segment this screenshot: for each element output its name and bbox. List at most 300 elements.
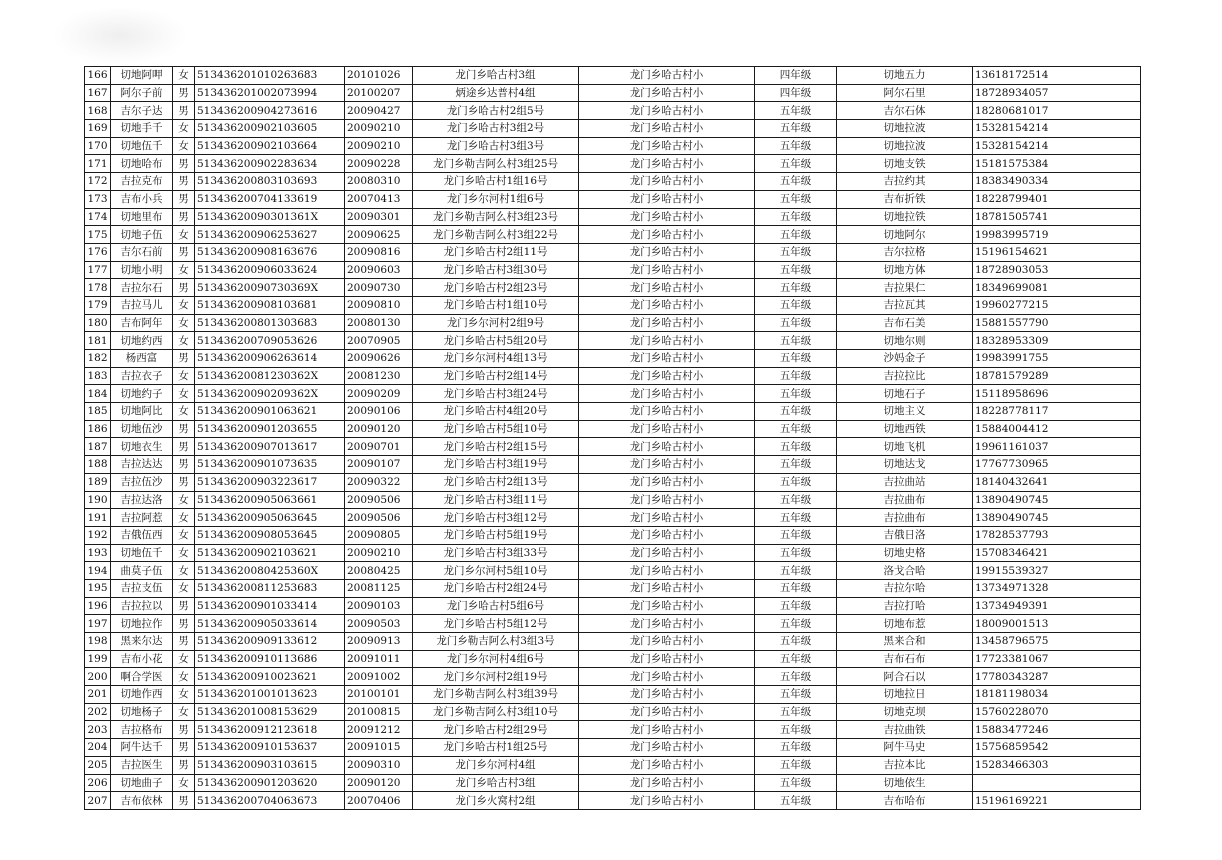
school-cell: 龙门乡哈古村小: [579, 686, 755, 704]
address-cell: 龙门乡哈古村1组10号: [413, 296, 579, 314]
guardian-name-cell: 切地拉铁: [837, 208, 973, 226]
table-row: [85, 774, 1141, 792]
row-number-cell: 197: [85, 615, 111, 633]
phone-number-cell: 18280681017: [973, 102, 1141, 120]
grade-cell: 五年级: [755, 403, 837, 421]
school-cell: 龙门乡哈古村小: [579, 792, 755, 810]
address-cell: 龙门乡勒吉阿么村3组10号: [413, 703, 579, 721]
school-cell: 龙门乡哈古村小: [579, 526, 755, 544]
id-number-cell: 513436201010263683: [195, 67, 345, 85]
table-row: [85, 208, 1141, 226]
student-name-cell: 吉拉阿惹: [111, 509, 173, 527]
guardian-name-cell: 切地依生: [837, 774, 973, 792]
birth-date-cell: 20100207: [345, 84, 413, 102]
birth-date-cell: 20070413: [345, 190, 413, 208]
row-number-cell: 175: [85, 226, 111, 244]
phone-number-cell: 15196169221: [973, 792, 1141, 810]
row-number-cell: 179: [85, 296, 111, 314]
school-cell: 龙门乡哈古村小: [579, 226, 755, 244]
row-number-cell: 193: [85, 544, 111, 562]
grade-cell: 五年级: [755, 367, 837, 385]
phone-number-cell: 17828537793: [973, 526, 1141, 544]
guardian-name-cell: 吉拉曲站: [837, 473, 973, 491]
table-row: [85, 792, 1141, 810]
address-cell: 龙门乡尔河村5组10号: [413, 562, 579, 580]
birth-date-cell: 20090503: [345, 615, 413, 633]
row-number-cell: 173: [85, 190, 111, 208]
student-name-cell: 切地伍沙: [111, 420, 173, 438]
row-number-cell: 207: [85, 792, 111, 810]
id-number-cell: 513436200801303683: [195, 314, 345, 332]
birth-date-cell: 20091002: [345, 668, 413, 686]
student-name-cell: 吉拉达达: [111, 456, 173, 474]
id-number-cell: 513436200912123618: [195, 721, 345, 739]
grade-cell: 五年级: [755, 668, 837, 686]
gender-cell: 女: [173, 226, 195, 244]
phone-number-cell: 15708346421: [973, 544, 1141, 562]
school-cell: 龙门乡哈古村小: [579, 403, 755, 421]
student-roster-table: [84, 66, 1141, 810]
row-number-cell: 200: [85, 668, 111, 686]
phone-number-cell: 15328154214: [973, 137, 1141, 155]
school-cell: 龙门乡哈古村小: [579, 120, 755, 138]
grade-cell: 五年级: [755, 279, 837, 297]
student-name-cell: 切地杨子: [111, 703, 173, 721]
birth-date-cell: 20090625: [345, 226, 413, 244]
school-cell: 龙门乡哈古村小: [579, 420, 755, 438]
id-number-cell: 513436200905033614: [195, 615, 345, 633]
gender-cell: 男: [173, 438, 195, 456]
table-row: [85, 155, 1141, 173]
id-number-cell: 513436200906263614: [195, 350, 345, 368]
id-number-cell: 513436200909133612: [195, 633, 345, 651]
phone-number-cell: 18181198034: [973, 686, 1141, 704]
table-row: [85, 438, 1141, 456]
row-number-cell: 192: [85, 526, 111, 544]
birth-date-cell: 20070406: [345, 792, 413, 810]
address-cell: 龙门乡哈古村3组19号: [413, 456, 579, 474]
gender-cell: 女: [173, 703, 195, 721]
id-number-cell: 513436200905063661: [195, 491, 345, 509]
student-name-cell: 吉拉格布: [111, 721, 173, 739]
school-cell: 龙门乡哈古村小: [579, 155, 755, 173]
gender-cell: 女: [173, 403, 195, 421]
address-cell: 龙门乡尔河村4组6号: [413, 650, 579, 668]
birth-date-cell: 20090107: [345, 456, 413, 474]
table-row: [85, 491, 1141, 509]
student-name-cell: 切地曲子: [111, 774, 173, 792]
birth-date-cell: 20090210: [345, 137, 413, 155]
phone-number-cell: 18328953309: [973, 332, 1141, 350]
gender-cell: 女: [173, 686, 195, 704]
gender-cell: 男: [173, 350, 195, 368]
guardian-name-cell: 阿合石以: [837, 668, 973, 686]
address-cell: 龙门乡哈古村3组2号: [413, 120, 579, 138]
gender-cell: 男: [173, 190, 195, 208]
school-cell: 龙门乡哈古村小: [579, 314, 755, 332]
birth-date-cell: 20100815: [345, 703, 413, 721]
phone-number-cell: 13890490745: [973, 509, 1141, 527]
phone-number-cell: 18383490334: [973, 173, 1141, 191]
school-cell: 龙门乡哈古村小: [579, 438, 755, 456]
id-number-cell: 513436200910023621: [195, 668, 345, 686]
address-cell: 龙门乡哈古村3组30号: [413, 261, 579, 279]
gender-cell: 男: [173, 102, 195, 120]
table-row: [85, 332, 1141, 350]
grade-cell: 五年级: [755, 208, 837, 226]
guardian-name-cell: 切地史格: [837, 544, 973, 562]
gender-cell: 男: [173, 739, 195, 757]
guardian-name-cell: 吉拉本比: [837, 756, 973, 774]
student-name-cell: 吉布阿年: [111, 314, 173, 332]
student-name-cell: 杨西富: [111, 350, 173, 368]
grade-cell: 五年级: [755, 579, 837, 597]
id-number-cell: 51343620090730369X: [195, 279, 345, 297]
phone-number-cell: 19960277215: [973, 296, 1141, 314]
guardian-name-cell: 切地布惹: [837, 615, 973, 633]
address-cell: 龙门乡尔河村2组9号: [413, 314, 579, 332]
guardian-name-cell: 吉布哈布: [837, 792, 973, 810]
grade-cell: 五年级: [755, 102, 837, 120]
gender-cell: 男: [173, 84, 195, 102]
id-number-cell: 513436200901203655: [195, 420, 345, 438]
birth-date-cell: 20090506: [345, 491, 413, 509]
row-number-cell: 196: [85, 597, 111, 615]
guardian-name-cell: 吉布折铁: [837, 190, 973, 208]
student-name-cell: 切地小明: [111, 261, 173, 279]
table-row: [85, 102, 1141, 120]
id-number-cell: 513436200910153637: [195, 739, 345, 757]
birth-date-cell: 20080130: [345, 314, 413, 332]
id-number-cell: 513436200906253627: [195, 226, 345, 244]
address-cell: 龙门乡哈古村1组25号: [413, 739, 579, 757]
row-number-cell: 191: [85, 509, 111, 527]
school-cell: 龙门乡哈古村小: [579, 615, 755, 633]
id-number-cell: 51343620090301361X: [195, 208, 345, 226]
gender-cell: 女: [173, 261, 195, 279]
table-row: [85, 226, 1141, 244]
grade-cell: 五年级: [755, 774, 837, 792]
guardian-name-cell: 切地石子: [837, 385, 973, 403]
address-cell: 龙门乡尔河村1组6号: [413, 190, 579, 208]
phone-number-cell: 13458796575: [973, 633, 1141, 651]
row-number-cell: 195: [85, 579, 111, 597]
birth-date-cell: 20090209: [345, 385, 413, 403]
birth-date-cell: 20090506: [345, 509, 413, 527]
school-cell: 龙门乡哈古村小: [579, 491, 755, 509]
table-row: [85, 420, 1141, 438]
student-name-cell: 吉尔子达: [111, 102, 173, 120]
school-cell: 龙门乡哈古村小: [579, 296, 755, 314]
address-cell: 龙门乡哈古村5组12号: [413, 615, 579, 633]
guardian-name-cell: 黑来合和: [837, 633, 973, 651]
address-cell: 龙门乡勒吉阿么村3组23号: [413, 208, 579, 226]
phone-number-cell: 15883477246: [973, 721, 1141, 739]
birth-date-cell: 20090913: [345, 633, 413, 651]
table-row: [85, 597, 1141, 615]
birth-date-cell: 20090210: [345, 120, 413, 138]
birth-date-cell: 20100101: [345, 686, 413, 704]
guardian-name-cell: 沙妈金子: [837, 350, 973, 368]
row-number-cell: 201: [85, 686, 111, 704]
table-row: [85, 473, 1141, 491]
guardian-name-cell: 吉布石美: [837, 314, 973, 332]
table-row: [85, 509, 1141, 527]
address-cell: 龙门乡哈古村2组11号: [413, 243, 579, 261]
phone-number-cell: 13734949391: [973, 597, 1141, 615]
phone-number-cell: 15881557790: [973, 314, 1141, 332]
phone-number-cell: 19983995719: [973, 226, 1141, 244]
address-cell: 龙门乡勒吉阿么村3组39号: [413, 686, 579, 704]
grade-cell: 五年级: [755, 615, 837, 633]
address-cell: 龙门乡哈古村4组20号: [413, 403, 579, 421]
table-row: [85, 579, 1141, 597]
row-number-cell: 169: [85, 120, 111, 138]
school-cell: 龙门乡哈古村小: [579, 774, 755, 792]
grade-cell: 五年级: [755, 739, 837, 757]
school-cell: 龙门乡哈古村小: [579, 261, 755, 279]
row-number-cell: 205: [85, 756, 111, 774]
birth-date-cell: 20091212: [345, 721, 413, 739]
gender-cell: 女: [173, 562, 195, 580]
row-number-cell: 181: [85, 332, 111, 350]
id-number-cell: 513436200901063621: [195, 403, 345, 421]
school-cell: 龙门乡哈古村小: [579, 633, 755, 651]
student-name-cell: 吉尔石前: [111, 243, 173, 261]
table-row: [85, 650, 1141, 668]
row-number-cell: 174: [85, 208, 111, 226]
school-cell: 龙门乡哈古村小: [579, 173, 755, 191]
row-number-cell: 206: [85, 774, 111, 792]
student-name-cell: 切地衣生: [111, 438, 173, 456]
table-row: [85, 703, 1141, 721]
gender-cell: 男: [173, 243, 195, 261]
school-cell: 龙门乡哈古村小: [579, 544, 755, 562]
address-cell: 龙门乡勒吉阿么村3组3号: [413, 633, 579, 651]
school-cell: 龙门乡哈古村小: [579, 456, 755, 474]
school-cell: 龙门乡哈古村小: [579, 650, 755, 668]
phone-number-cell: 17767730965: [973, 456, 1141, 474]
id-number-cell: 513436200811253683: [195, 579, 345, 597]
birth-date-cell: 20090626: [345, 350, 413, 368]
address-cell: 炳途乡达普村4组: [413, 84, 579, 102]
grade-cell: 五年级: [755, 792, 837, 810]
school-cell: 龙门乡哈古村小: [579, 190, 755, 208]
birth-date-cell: 20081230: [345, 367, 413, 385]
grade-cell: 五年级: [755, 120, 837, 138]
gender-cell: 男: [173, 615, 195, 633]
phone-number-cell: 19983991755: [973, 350, 1141, 368]
table-row: [85, 456, 1141, 474]
grade-cell: 五年级: [755, 173, 837, 191]
address-cell: 龙门乡哈古村3组: [413, 774, 579, 792]
student-name-cell: 阿尔子前: [111, 84, 173, 102]
phone-number-cell: 15884004412: [973, 420, 1141, 438]
id-number-cell: 513436200903103615: [195, 756, 345, 774]
scan-smudge: [55, 8, 185, 63]
student-name-cell: 切地里布: [111, 208, 173, 226]
table-row: [85, 84, 1141, 102]
id-number-cell: 513436200901033414: [195, 597, 345, 615]
school-cell: 龙门乡哈古村小: [579, 350, 755, 368]
id-number-cell: 513436200704063673: [195, 792, 345, 810]
gender-cell: 男: [173, 420, 195, 438]
guardian-name-cell: 吉拉曲布: [837, 491, 973, 509]
student-name-cell: 阿牛达千: [111, 739, 173, 757]
grade-cell: 五年级: [755, 756, 837, 774]
address-cell: 龙门乡哈古村5组10号: [413, 420, 579, 438]
student-name-cell: 吉拉尔石: [111, 279, 173, 297]
student-name-cell: 切地约子: [111, 385, 173, 403]
gender-cell: 女: [173, 120, 195, 138]
birth-date-cell: 20081125: [345, 579, 413, 597]
school-cell: 龙门乡哈古村小: [579, 721, 755, 739]
phone-number-cell: 18228778117: [973, 403, 1141, 421]
phone-number-cell: 18349699081: [973, 279, 1141, 297]
phone-number-cell: 18140432641: [973, 473, 1141, 491]
id-number-cell: 513436200709053626: [195, 332, 345, 350]
birth-date-cell: 20090210: [345, 544, 413, 562]
table-row: [85, 403, 1141, 421]
phone-number-cell: 13734971328: [973, 579, 1141, 597]
table-row: [85, 314, 1141, 332]
school-cell: 龙门乡哈古村小: [579, 597, 755, 615]
id-number-cell: 513436200902103621: [195, 544, 345, 562]
phone-number-cell: 17780343287: [973, 668, 1141, 686]
guardian-name-cell: 阿牛马史: [837, 739, 973, 757]
gender-cell: 男: [173, 456, 195, 474]
table-row: [85, 739, 1141, 757]
birth-date-cell: 20080310: [345, 173, 413, 191]
phone-number-cell: 18009001513: [973, 615, 1141, 633]
student-name-cell: 吉拉支伍: [111, 579, 173, 597]
gender-cell: 男: [173, 756, 195, 774]
guardian-name-cell: 切地达戈: [837, 456, 973, 474]
student-name-cell: 黑来尔达: [111, 633, 173, 651]
row-number-cell: 172: [85, 173, 111, 191]
student-name-cell: 切地手千: [111, 120, 173, 138]
gender-cell: 女: [173, 296, 195, 314]
table-row: [85, 261, 1141, 279]
student-name-cell: 切地拉作: [111, 615, 173, 633]
gender-cell: 男: [173, 633, 195, 651]
row-number-cell: 199: [85, 650, 111, 668]
address-cell: 龙门乡哈古村2组29号: [413, 721, 579, 739]
id-number-cell: 513436200902103664: [195, 137, 345, 155]
gender-cell: 女: [173, 385, 195, 403]
gender-cell: 女: [173, 137, 195, 155]
gender-cell: 女: [173, 526, 195, 544]
id-number-cell: 513436200803103693: [195, 173, 345, 191]
grade-cell: 五年级: [755, 385, 837, 403]
gender-cell: 女: [173, 579, 195, 597]
table-row: [85, 526, 1141, 544]
row-number-cell: 203: [85, 721, 111, 739]
guardian-name-cell: 吉俄日洛: [837, 526, 973, 544]
guardian-name-cell: 切地克坝: [837, 703, 973, 721]
row-number-cell: 184: [85, 385, 111, 403]
address-cell: 龙门乡尔河村4组: [413, 756, 579, 774]
phone-number-cell: 13890490745: [973, 491, 1141, 509]
student-name-cell: 吉拉达洛: [111, 491, 173, 509]
student-name-cell: 吉布依林: [111, 792, 173, 810]
id-number-cell: 513436200908163676: [195, 243, 345, 261]
guardian-name-cell: 吉布石布: [837, 650, 973, 668]
grade-cell: 五年级: [755, 473, 837, 491]
guardian-name-cell: 切地主义: [837, 403, 973, 421]
gender-cell: 女: [173, 668, 195, 686]
gender-cell: 男: [173, 279, 195, 297]
table-row: [85, 279, 1141, 297]
address-cell: 龙门乡哈古村3组24号: [413, 385, 579, 403]
guardian-name-cell: 切地拉波: [837, 137, 973, 155]
phone-number-cell: 18781579289: [973, 367, 1141, 385]
birth-date-cell: 20090103: [345, 597, 413, 615]
id-number-cell: 513436200901203620: [195, 774, 345, 792]
table-row: [85, 137, 1141, 155]
grade-cell: 五年级: [755, 544, 837, 562]
address-cell: 龙门乡勒吉阿么村3组22号: [413, 226, 579, 244]
table-row: [85, 686, 1141, 704]
guardian-name-cell: 切地方体: [837, 261, 973, 279]
guardian-name-cell: 切地支铁: [837, 155, 973, 173]
address-cell: 龙门乡哈古村2组13号: [413, 473, 579, 491]
grade-cell: 五年级: [755, 491, 837, 509]
row-number-cell: 198: [85, 633, 111, 651]
table-row: [85, 544, 1141, 562]
phone-number-cell: 13618172514: [973, 67, 1141, 85]
row-number-cell: 166: [85, 67, 111, 85]
grade-cell: 五年级: [755, 650, 837, 668]
student-name-cell: 啊合学医: [111, 668, 173, 686]
student-name-cell: 切地子伍: [111, 226, 173, 244]
phone-number-cell: 15196154621: [973, 243, 1141, 261]
row-number-cell: 188: [85, 456, 111, 474]
gender-cell: 男: [173, 208, 195, 226]
school-cell: 龙门乡哈古村小: [579, 473, 755, 491]
grade-cell: 五年级: [755, 703, 837, 721]
school-cell: 龙门乡哈古村小: [579, 67, 755, 85]
grade-cell: 五年级: [755, 137, 837, 155]
table-row: [85, 562, 1141, 580]
phone-number-cell: 15328154214: [973, 120, 1141, 138]
guardian-name-cell: 切地尔则: [837, 332, 973, 350]
phone-number-cell: 15283466303: [973, 756, 1141, 774]
grade-cell: 五年级: [755, 314, 837, 332]
birth-date-cell: 20070905: [345, 332, 413, 350]
grade-cell: 五年级: [755, 296, 837, 314]
row-number-cell: 177: [85, 261, 111, 279]
birth-date-cell: 20090805: [345, 526, 413, 544]
address-cell: 龙门乡哈古村2组23号: [413, 279, 579, 297]
table-row: [85, 243, 1141, 261]
gender-cell: 男: [173, 155, 195, 173]
student-name-cell: 吉拉马儿: [111, 296, 173, 314]
grade-cell: 五年级: [755, 686, 837, 704]
guardian-name-cell: 阿尔石里: [837, 84, 973, 102]
address-cell: 龙门乡勒吉阿么村3组25号: [413, 155, 579, 173]
guardian-name-cell: 切地拉波: [837, 120, 973, 138]
phone-number-cell: 18781505741: [973, 208, 1141, 226]
grade-cell: 五年级: [755, 509, 837, 527]
guardian-name-cell: 切地拉日: [837, 686, 973, 704]
school-cell: 龙门乡哈古村小: [579, 84, 755, 102]
birth-date-cell: 20090810: [345, 296, 413, 314]
table-row: [85, 756, 1141, 774]
address-cell: 龙门乡尔河村4组13号: [413, 350, 579, 368]
grade-cell: 五年级: [755, 597, 837, 615]
id-number-cell: 513436200901073635: [195, 456, 345, 474]
